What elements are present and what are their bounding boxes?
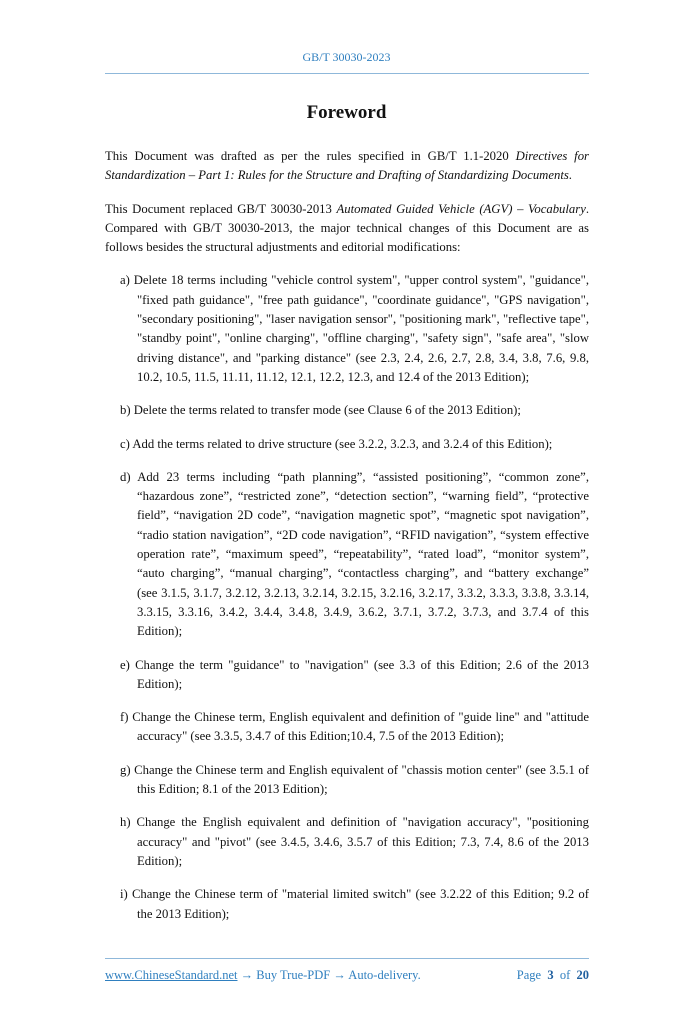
running-header: GB/T 30030-2023 — [302, 50, 391, 64]
paragraph-text: This Document was drafted as per the rules specified in GB/T 1.1-2020 — [105, 149, 516, 163]
list-item: h) Change the English equivalent and definition of "navigation accuracy", "positioning accuracy" and "pivot" (see 3.4.5, 3.4.6, 3.5.7 of this Edition; 7.3, 7.4, 8.6 of the 2013 Edition); — [120, 815, 589, 868]
footer — [105, 967, 589, 983]
footer-promo — [105, 967, 421, 983]
paragraph — [105, 147, 589, 186]
paragraph-text: . — [568, 168, 572, 183]
of-label: of — [559, 967, 571, 982]
page-label: Page — [516, 967, 542, 982]
list-item: c) Add the terms related to drive structure (see 3.2.2, 3.2.3, and 3.2.4 of this Edition); — [120, 436, 553, 451]
document-body — [105, 147, 589, 938]
footer-divider — [105, 958, 589, 959]
paragraph-text: . Compared with GB/T 30030-2013, the major technical changes of this Document are as follows besides the structural adjustments and editorial modifications: — [105, 201, 589, 255]
list-item: f) Change the Chinese term, English equivalent and definition of "guide line" and "attitude accuracy" (see 3.3.5, 3.4.7 of this Edition;10.4, 7.5 of the 2013 Edition); — [120, 710, 589, 744]
list-item: a) Delete 18 terms including "vehicle control system", "upper control system", "guidance", "fixed path guidance", "free path guidance", "coordinate guidance", "GPS navigation", "secondary positioning", "laser navigation sensor", "positioning mark", "reflective tape", "standby point", "online charging", "offline charging", "safety sign", "safe area", "slow driving distance", and "parking distance" (see 2.3, 2.4, 2.6, 2.7, 2.8, 3.4, 3.8, 7.6, 9.8, 10.2, 10.5, 11.5, 11.11, 11.12, 12.1, 12.2, 12.3, and 12.4 of the 2013 Edition); — [120, 273, 589, 384]
page-number — [517, 967, 589, 983]
cited-title: Automated Guided Vehicle (AGV) – Vocabulary — [336, 201, 586, 216]
list-item: i) Change the Chinese term of "material limited switch" (see 3.2.22 of this Edition; 9.2 of the 2013 Edition); — [120, 887, 589, 921]
website-link[interactable]: www.ChineseStandard.net — [105, 967, 238, 982]
header-divider — [105, 73, 589, 74]
paragraph — [105, 200, 589, 258]
current-page: 3 — [547, 967, 554, 982]
list-item: d) Add 23 terms including “path planning”, “assisted positioning”, “common zone”, “hazardous zone”, “restricted zone”, “detection section”, “warning field”, “protective field”, “navigation 2D code”, “navigation magnetic spot”, “magnetic spot navigation”, “radio station navigation”, “2D code navigation”, “RFID navigation”, “system effective operation rate”, “maximum speed”, “repeatability”, “rated load”, “monitor system”, “auto charging”, “manual charging”, “contactless charging”, and “battery exchange” (see 3.1.5, 3.1.7, 3.2.12, 3.2.13, 3.2.14, 3.2.15, 3.2.16, 3.2.17, 3.3.2, 3.3.3, 3.3.8, 3.3.14, 3.3.15, 3.3.16, 3.4.2, 3.4.4, 3.4.8, 3.4.9, 3.6.2, 3.7.1, 3.7.2, 3.7.3, and 3.7.4 of this Edition); — [120, 469, 589, 639]
list-item: e) Change the term "guidance" to "navigation" (see 3.3 of this Edition; 2.6 of the 2013 Edition); — [120, 657, 589, 691]
cited-title: Directives for Standardization – Part 1: Rules for the Structure and Drafting of Standardizing Documents — [105, 149, 589, 183]
footer-promo-text: → Buy True-PDF → Auto-delivery. — [237, 967, 421, 982]
paragraph-text: This Document replaced GB/T 30030-2013 — [105, 201, 337, 216]
list-item: b) Delete the terms related to transfer mode (see Clause 6 of the 2013 Edition); — [120, 403, 521, 418]
total-pages: 20 — [576, 967, 589, 982]
list-item: g) Change the Chinese term and English equivalent of "chassis motion center" (see 3.5.1 of this Edition; 8.1 of the 2013 Edition); — [120, 762, 589, 797]
footer-area — [0, 938, 693, 983]
page-title: Foreword — [306, 102, 387, 123]
